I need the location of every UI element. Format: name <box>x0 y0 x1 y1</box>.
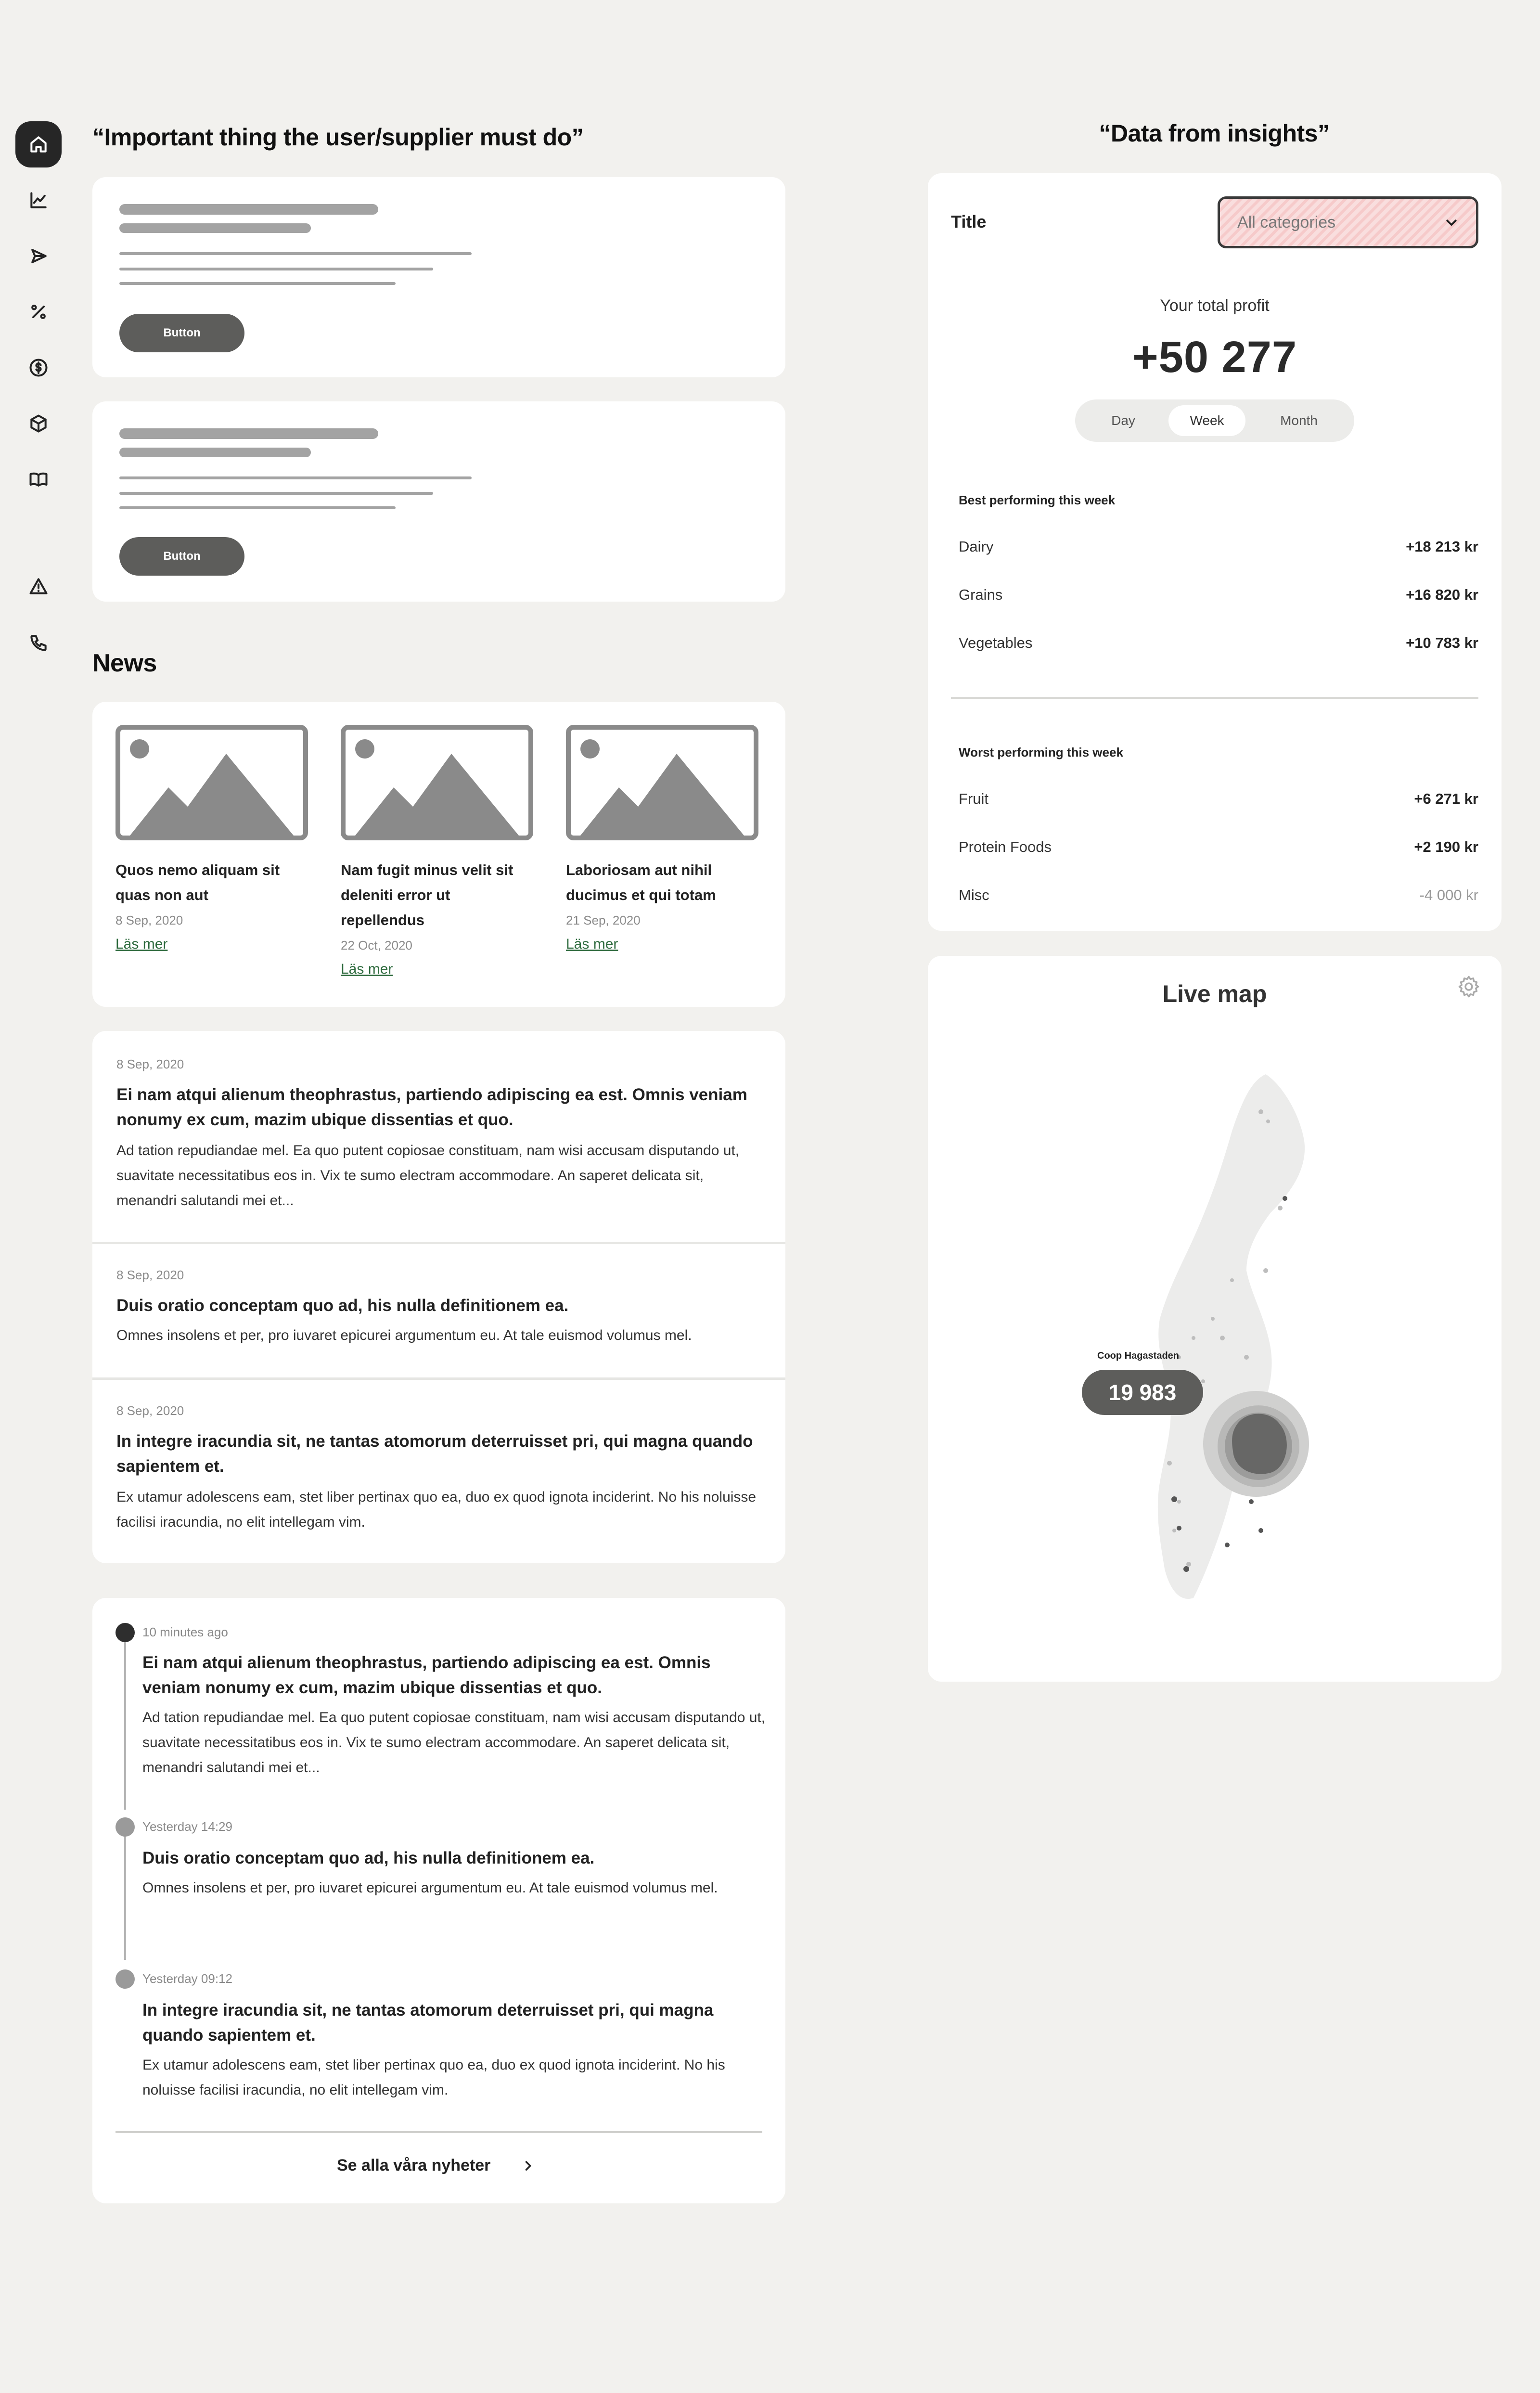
card-title: Title <box>951 212 987 232</box>
article-item[interactable] <box>92 1268 785 1348</box>
book-icon <box>28 469 49 490</box>
divider <box>92 1377 785 1380</box>
chevron-right-icon <box>521 2159 535 2173</box>
worst-row <box>959 838 1478 856</box>
sidebar-item-contact[interactable] <box>15 620 62 666</box>
category-value: +18 213 kr <box>1406 538 1478 555</box>
dollar-icon <box>28 357 49 378</box>
article-date: 8 Sep, 2020 <box>116 1268 184 1282</box>
sidebar-item-products[interactable] <box>15 400 62 447</box>
best-row <box>959 538 1478 555</box>
task-button[interactable]: Button <box>119 537 244 576</box>
news-item[interactable] <box>566 725 758 958</box>
sidebar-item-home[interactable] <box>15 121 62 167</box>
news-heading: News <box>92 649 157 677</box>
timeline-title[interactable]: In integre iracundia sit, ne tantas atomorum deterruisset pri, qui magna quando sapientem et. <box>142 2001 714 2045</box>
percent-icon <box>28 301 49 322</box>
box-icon <box>28 413 49 434</box>
task-card <box>92 177 785 377</box>
news-title[interactable]: Nam fugit minus velit sit deleniti error ut repellendus <box>341 862 513 928</box>
read-more-link[interactable]: Läs mer <box>566 936 618 952</box>
article-item[interactable] <box>92 1057 785 1213</box>
period-week[interactable]: Week <box>1168 405 1245 436</box>
divider <box>92 1242 785 1244</box>
timeline-body: Ex utamur adolescens eam, stet liber pertinax quo ea, duo ex quod ignota inciderint. No his noluisse facilisi iracundia, no elit intellegam vim. <box>142 2057 725 2098</box>
category-name: Dairy <box>959 538 994 555</box>
news-date: 22 Oct, 2020 <box>341 938 412 952</box>
category-name: Misc <box>959 887 989 903</box>
placeholder-text <box>119 428 378 439</box>
placeholder-line <box>119 476 472 479</box>
timeline-time: Yesterday 09:12 <box>142 1971 232 1986</box>
dropdown-value: All categories <box>1237 213 1336 232</box>
worst-performing-label: Worst performing this week <box>959 745 1123 759</box>
news-title[interactable]: Laboriosam aut nihil ducimus et qui totam <box>566 862 716 903</box>
article-body: Omnes insolens et per, pro iuvaret epicurei argumentum eu. At tale euismod volumus mel. <box>116 1327 692 1343</box>
divider <box>116 2131 762 2133</box>
worst-row <box>959 887 1478 904</box>
period-month[interactable]: Month <box>1280 413 1318 428</box>
timeline-body: Omnes insolens et per, pro iuvaret epicurei argumentum eu. At tale euismod volumus mel. <box>142 1880 718 1896</box>
placeholder-line <box>119 506 396 509</box>
sidebar-item-docs[interactable] <box>15 456 62 502</box>
image-placeholder-icon <box>566 725 758 840</box>
article-title[interactable]: Duis oratio conceptam quo ad, his nulla definitionem ea. <box>116 1296 569 1315</box>
placeholder-line <box>119 492 433 495</box>
timeline-dot <box>116 1623 135 1642</box>
timeline-body: Ad tation repudiandae mel. Ea quo putent copiosae constituam, nam wisi accusam disputando ut, suavitate necessitatibus eos in. Vix te sumo electram accommodare. An saperet delicata sit, menandri salutandi mei et... <box>142 1710 766 1775</box>
category-name: Fruit <box>959 790 988 807</box>
timeline-time: 10 minutes ago <box>142 1625 228 1639</box>
task-card <box>92 401 785 602</box>
category-name: Protein Foods <box>959 838 1052 855</box>
article-body: Ad tation repudiandae mel. Ea quo putent copiosae constituam, nam wisi accusam disputando ut, suavitate necessitatibus eos in. Vix te sumo electram accommodare. An saperet delicata sit, menandri salutandi mei et... <box>116 1143 740 1209</box>
sweden-map[interactable] <box>1107 1068 1348 1608</box>
chevron-down-icon <box>1444 215 1459 230</box>
article-title[interactable]: In integre iracundia sit, ne tantas atomorum deterruisset pri, qui magna quando sapientem et. <box>116 1432 753 1476</box>
placeholder-line <box>119 252 472 255</box>
send-icon <box>28 245 49 267</box>
category-dropdown[interactable] <box>1218 196 1478 248</box>
placeholder-text <box>119 223 311 233</box>
profit-value: +50 277 <box>1132 333 1297 382</box>
period-selector <box>1075 399 1354 442</box>
warning-icon <box>28 576 49 597</box>
sidebar-item-analytics[interactable] <box>15 177 62 223</box>
home-icon <box>28 134 49 155</box>
news-date: 21 Sep, 2020 <box>566 913 641 927</box>
see-all-label: Se alla våra nyheter <box>337 2156 491 2174</box>
best-performing-label: Best performing this week <box>959 493 1116 507</box>
article-item[interactable] <box>92 1403 785 1535</box>
image-placeholder-icon <box>116 725 308 840</box>
placeholder-text <box>119 204 378 215</box>
timeline-time: Yesterday 14:29 <box>142 1819 232 1834</box>
news-title[interactable]: Quos nemo aliquam sit quas non aut <box>116 862 280 903</box>
best-row <box>959 586 1478 604</box>
profit-label: Your total profit <box>1160 296 1270 315</box>
store-label: Coop Hagastaden <box>1097 1351 1180 1361</box>
placeholder-line <box>119 282 396 285</box>
placeholder-line <box>119 268 433 270</box>
read-more-link[interactable]: Läs mer <box>116 936 168 952</box>
live-map-title: Live map <box>1162 980 1267 1007</box>
category-value: +10 783 kr <box>1406 634 1478 651</box>
phone-icon <box>28 632 49 654</box>
timeline-item[interactable] <box>142 1625 768 1780</box>
sidebar-item-discounts[interactable] <box>15 289 62 335</box>
category-value: +6 271 kr <box>1414 790 1478 807</box>
article-date: 8 Sep, 2020 <box>116 1057 184 1071</box>
sidebar-item-finance[interactable] <box>15 345 62 391</box>
sidebar-item-send[interactable] <box>15 233 62 279</box>
timeline-line <box>124 1641 126 1810</box>
article-body: Ex utamur adolescens eam, stet liber pertinax quo ea, duo ex quod ignota inciderint. No his noluisse facilisi iracundia, no elit intellegam vim. <box>116 1489 757 1530</box>
store-value-badge[interactable]: 19 983 <box>1082 1370 1203 1415</box>
placeholder-text <box>119 448 311 457</box>
timeline-title[interactable]: Ei nam atqui alienum theophrastus, partiendo adipiscing ea est. Omnis veniam nonumy ex cum, mazim ubique dissentias et quo. <box>142 1653 711 1697</box>
category-value: +16 820 kr <box>1406 586 1478 603</box>
timeline-item[interactable] <box>142 1819 768 1901</box>
timeline-line <box>124 1835 126 1960</box>
category-name: Grains <box>959 586 1003 603</box>
timeline-dot <box>116 1969 135 1989</box>
best-row <box>959 634 1478 652</box>
news-date: 8 Sep, 2020 <box>116 913 183 927</box>
tasks-heading: “Important thing the user/supplier must do” <box>92 124 584 151</box>
timeline-title[interactable]: Duis oratio conceptam quo ad, his nulla definitionem ea. <box>142 1849 595 1867</box>
timeline-item[interactable] <box>142 1971 768 2103</box>
article-date: 8 Sep, 2020 <box>116 1403 184 1418</box>
chart-line-icon <box>28 190 49 211</box>
task-button[interactable]: Button <box>119 314 244 352</box>
divider <box>951 697 1478 699</box>
read-more-link[interactable]: Läs mer <box>341 961 393 977</box>
see-all-news-link[interactable] <box>337 2156 535 2175</box>
news-item[interactable] <box>341 725 533 983</box>
period-day[interactable]: Day <box>1111 413 1135 428</box>
timeline-dot <box>116 1817 135 1837</box>
image-placeholder-icon <box>341 725 533 840</box>
category-value: +2 190 kr <box>1414 838 1478 855</box>
news-item[interactable] <box>116 725 308 958</box>
worst-row <box>959 790 1478 808</box>
category-value: -4 000 kr <box>1419 887 1478 903</box>
insights-heading: “Data from insights” <box>1099 120 1330 147</box>
sidebar-item-alerts[interactable] <box>15 563 62 609</box>
news-featured-card <box>92 702 785 1007</box>
category-name: Vegetables <box>959 634 1033 651</box>
gear-icon[interactable] <box>1456 974 1481 999</box>
article-title[interactable]: Ei nam atqui alienum theophrastus, partiendo adipiscing ea est. Omnis veniam nonumy ex cum, mazim ubique dissentias et quo. <box>116 1085 747 1129</box>
